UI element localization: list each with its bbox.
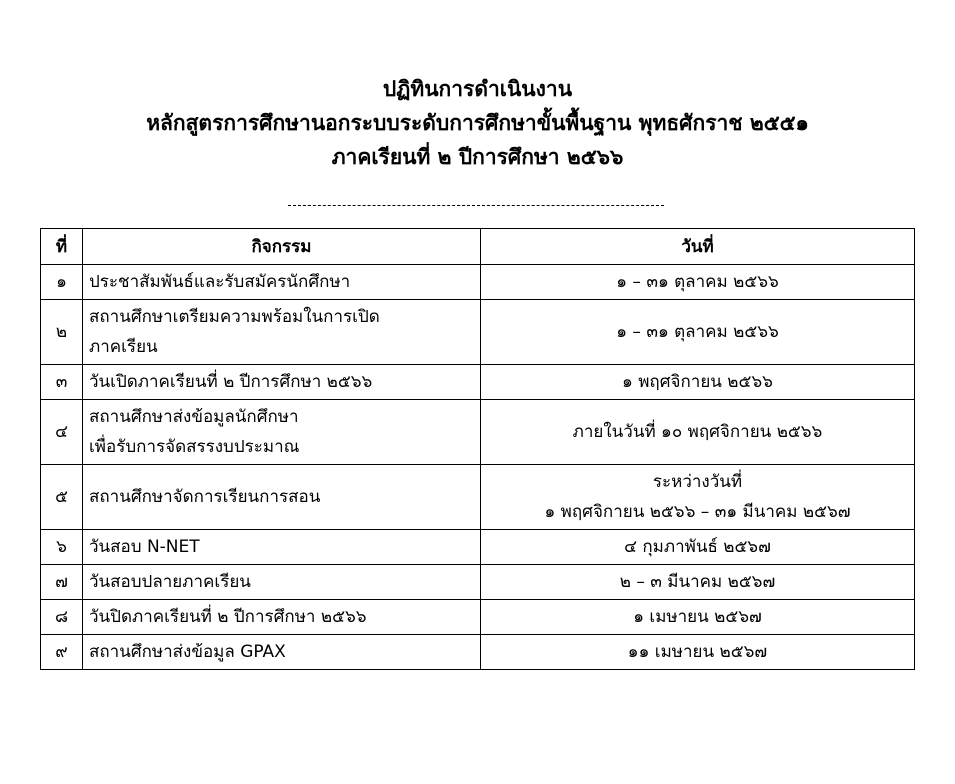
- table-row: [41, 635, 915, 670]
- row-number: ๙: [41, 635, 83, 670]
- title-line-2: หลักสูตรการศึกษานอกระบบระดับการศึกษาขั้นพื้นฐาน พุทธศักราช ๒๕๕๑: [146, 111, 809, 135]
- date-text: ๑ เมษายน ๒๕๖๗: [633, 607, 762, 627]
- activity-cell: [83, 465, 481, 530]
- schedule-table: [40, 228, 915, 670]
- activity-text: วันเปิดภาคเรียนที่ ๒ ปีการศึกษา ๒๕๖๖: [89, 372, 373, 392]
- table-row: [41, 465, 915, 530]
- row-number: ๖: [41, 530, 83, 565]
- activity-text: สถานศึกษาจัดการเรียนการสอน: [89, 487, 321, 507]
- activity-cell: [83, 565, 481, 600]
- activity-cell: [83, 300, 481, 365]
- table-row: [41, 565, 915, 600]
- date-cell: [481, 365, 915, 400]
- date-text: ๑ พฤศจิกายน ๒๕๖๖ – ๓๑ มีนาคม ๒๕๖๗: [544, 502, 851, 522]
- date-text: ๑ พฤศจิกายน ๒๕๖๖: [622, 372, 773, 392]
- table-row: [41, 265, 915, 300]
- date-cell: [481, 530, 915, 565]
- table-row: [41, 530, 915, 565]
- activity-text: ภาคเรียน: [89, 337, 158, 357]
- activity-text: สถานศึกษาเตรียมความพร้อมในการเปิด: [89, 307, 380, 327]
- activity-cell: [83, 600, 481, 635]
- header-date: วันที่: [481, 229, 915, 265]
- date-text: ๔ กุมภาพันธ์ ๒๕๖๗: [624, 537, 771, 557]
- date-text: ระหว่างวันที่: [652, 472, 743, 492]
- date-cell: [481, 400, 915, 465]
- date-cell: [481, 635, 915, 670]
- row-number: ๒: [41, 300, 83, 365]
- dashed-divider: [288, 205, 664, 206]
- activity-text: ประชาสัมพันธ์และรับสมัครนักศึกษา: [89, 272, 351, 292]
- activity-text: วันปิดภาคเรียนที่ ๒ ปีการศึกษา ๒๕๖๖: [89, 607, 367, 627]
- table-row: [41, 300, 915, 365]
- title-line-3: ภาคเรียนที่ ๒ ปีการศึกษา ๒๕๖๖: [331, 145, 624, 169]
- activity-cell: [83, 365, 481, 400]
- row-number: ๓: [41, 365, 83, 400]
- date-text: ๑ – ๓๑ ตุลาคม ๒๕๖๖: [616, 272, 779, 292]
- date-text: ๑๑ เมษายน ๒๕๖๗: [627, 642, 768, 662]
- row-number: ๔: [41, 400, 83, 465]
- activity-cell: [83, 530, 481, 565]
- date-cell: [481, 265, 915, 300]
- table-body: [41, 265, 915, 670]
- row-number: ๕: [41, 465, 83, 530]
- header-no: ที่: [41, 229, 83, 265]
- row-number: ๑: [41, 265, 83, 300]
- table-row: [41, 365, 915, 400]
- row-number: ๘: [41, 600, 83, 635]
- date-text: ๑ – ๓๑ ตุลาคม ๒๕๖๖: [616, 322, 779, 342]
- activity-cell: [83, 400, 481, 465]
- activity-text: วันสอบปลายภาคเรียน: [89, 572, 251, 592]
- activity-text: วันสอบ N-NET: [89, 537, 200, 557]
- date-cell: [481, 600, 915, 635]
- date-text: ภายในวันที่ ๑๐ พฤศจิกายน ๒๕๖๖: [572, 422, 823, 442]
- activity-text: สถานศึกษาส่งข้อมูล GPAX: [89, 642, 286, 662]
- date-cell: [481, 465, 915, 530]
- date-text: ๒ – ๓ มีนาคม ๒๕๖๗: [619, 572, 776, 592]
- row-number: ๗: [41, 565, 83, 600]
- date-cell: [481, 300, 915, 365]
- title-line-1: ปฏิทินการดำเนินงาน: [382, 77, 573, 101]
- activity-text: สถานศึกษาส่งข้อมูลนักศึกษา: [89, 407, 299, 427]
- table-row: [41, 600, 915, 635]
- header-activity: กิจกรรม: [83, 229, 481, 265]
- activity-cell: [83, 265, 481, 300]
- table-row: [41, 400, 915, 465]
- document-title: [0, 72, 955, 174]
- date-cell: [481, 565, 915, 600]
- table-header-row: [41, 229, 915, 265]
- activity-text: เพื่อรับการจัดสรรงบประมาณ: [89, 437, 300, 457]
- activity-cell: [83, 635, 481, 670]
